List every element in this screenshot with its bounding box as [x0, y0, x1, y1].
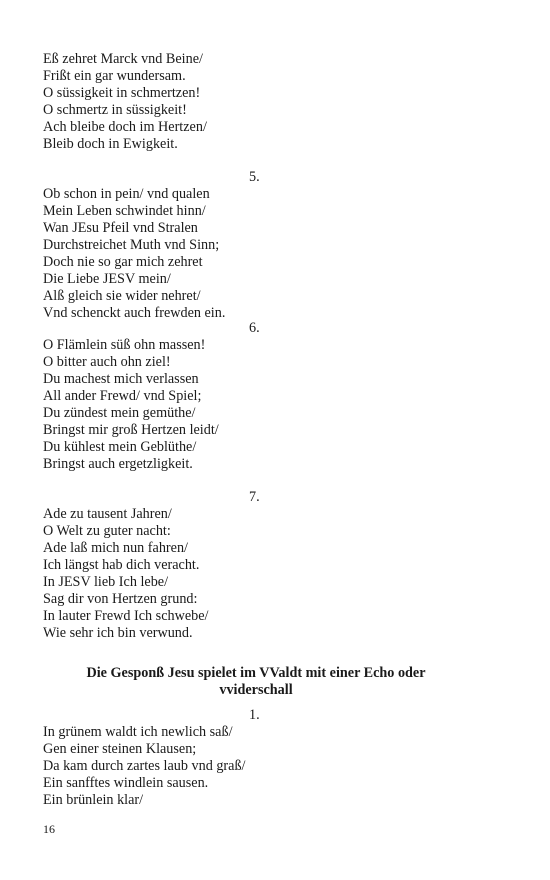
- verse-line: Bleib doch in Ewigkeit.: [43, 136, 178, 152]
- verse-line: Ich längst hab dich veracht.: [43, 557, 200, 573]
- verse-line: Du kühlest mein Geblüthe/: [43, 439, 197, 455]
- verse-line: Bringst mir groß Hertzen leidt/: [43, 422, 219, 438]
- poem-title-line-1: Die Gesponß Jesu spielet im VValdt mit einer Echo oder: [86, 665, 426, 681]
- verse-line: Sag dir von Hertzen grund:: [43, 591, 198, 607]
- verse-line: Eß zehret Marck vnd Beine/: [43, 51, 203, 67]
- verse-line: O schmertz in süssigkeit!: [43, 102, 187, 118]
- verse-line: Ade laß mich nun fahren/: [43, 540, 188, 556]
- stanza-number: 7.: [249, 489, 260, 505]
- verse-line: In grünem waldt ich newlich saß/: [43, 724, 233, 740]
- verse-line: All ander Frewd/ vnd Spiel;: [43, 388, 202, 404]
- verse-line: O bitter auch ohn ziel!: [43, 354, 171, 370]
- verse-line: Ade zu tausent Jahren/: [43, 506, 172, 522]
- verse-line: Da kam durch zartes laub vnd graß/: [43, 758, 246, 774]
- verse-line: Ob schon in pein/ vnd qualen: [43, 186, 210, 202]
- verse-line: Gen einer steinen Klausen;: [43, 741, 197, 757]
- page-number: 16: [43, 822, 55, 836]
- verse-line: Doch nie so gar mich zehret: [43, 254, 203, 270]
- stanza-number: 6.: [249, 320, 260, 336]
- verse-line: In lauter Frewd Ich schwebe/: [43, 608, 209, 624]
- stanza-number: 1.: [249, 707, 260, 723]
- verse-line: O süssigkeit in schmertzen!: [43, 85, 201, 101]
- stanza-number: 5.: [249, 169, 260, 185]
- verse-line: Mein Leben schwindet hinn/: [43, 203, 206, 219]
- verse-line: Du machest mich verlassen: [43, 371, 199, 387]
- verse-line: Wan JEsu Pfeil vnd Stralen: [43, 220, 198, 236]
- verse-line: Alß gleich sie wider nehret/: [43, 288, 201, 304]
- poem-title-line-2: vviderschall: [219, 682, 293, 698]
- verse-line: Durchstreichet Muth vnd Sinn;: [43, 237, 220, 253]
- verse-line: Ach bleibe doch im Hertzen/: [43, 119, 207, 135]
- verse-line: Bringst auch ergetzligkeit.: [43, 456, 193, 472]
- verse-line: O Welt zu guter nacht:: [43, 523, 171, 539]
- verse-line: Vnd schenckt auch frewden ein.: [43, 305, 226, 321]
- verse-line: Die Liebe JESV mein/: [43, 271, 171, 287]
- verse-line: Du zündest mein gemüthe/: [43, 405, 196, 421]
- verse-line: Frißt ein gar wundersam.: [43, 68, 186, 84]
- verse-line: Ein brünlein klar/: [43, 792, 144, 808]
- verse-line: Ein sanfftes windlein sausen.: [43, 775, 209, 791]
- verse-line: O Flämlein süß ohn massen!: [43, 337, 206, 353]
- verse-line: Wie sehr ich bin verwund.: [43, 625, 193, 641]
- verse-line: In JESV lieb Ich lebe/: [43, 574, 169, 590]
